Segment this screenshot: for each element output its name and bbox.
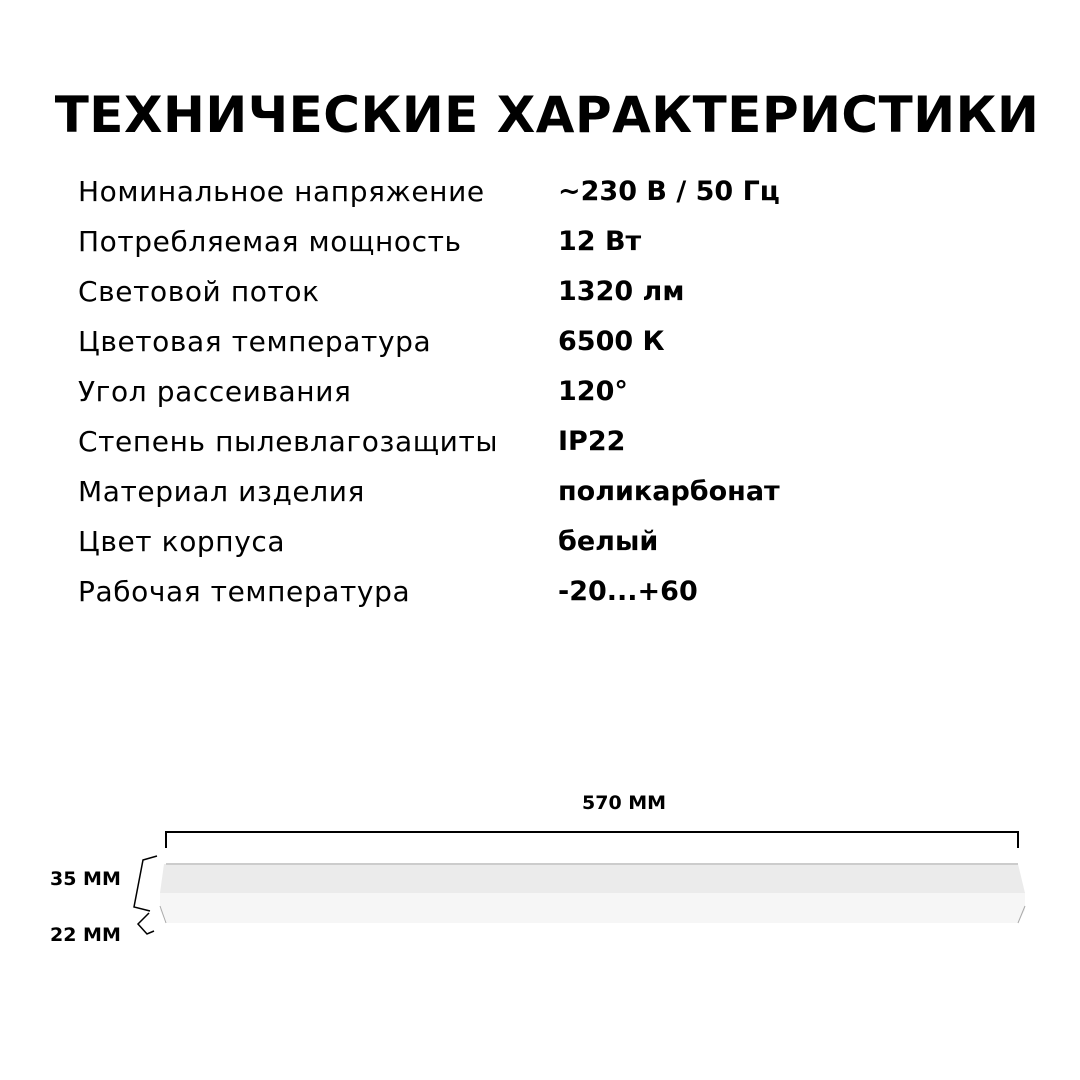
spec-value: 12 Вт (558, 225, 642, 257)
spec-value: поликарбонат (558, 475, 780, 507)
lamp-top-face (160, 864, 1025, 893)
spec-value: 120° (558, 375, 628, 407)
spec-value: 1320 лм (558, 275, 685, 307)
length-label: 570 MM (582, 792, 667, 814)
height-label: 35 MM (50, 868, 121, 890)
spec-label: Материал изделия (78, 474, 365, 508)
spec-label: Номинальное напряжение (78, 174, 485, 208)
height-bracket (134, 856, 157, 911)
spec-value: ~230 В / 50 Гц (558, 175, 780, 207)
depth-bracket (138, 913, 154, 934)
spec-value: -20...+60 (558, 575, 698, 607)
spec-label: Цвет корпуса (78, 524, 286, 558)
spec-value: IP22 (558, 425, 626, 457)
spec-label: Рабочая температура (78, 574, 411, 608)
spec-label: Угол рассеивания (78, 374, 352, 408)
spec-label: Потребляемая мощность (78, 224, 462, 258)
spec-label: Степень пылевлагозащиты (78, 424, 499, 458)
spec-label: Световой поток (78, 274, 320, 308)
spec-value: 6500 К (558, 325, 665, 357)
depth-label: 22 MM (50, 924, 121, 946)
spec-value: белый (558, 525, 659, 557)
length-bracket (166, 832, 1018, 848)
lamp-front-face (160, 893, 1025, 923)
page-title: ТЕХНИЧЕСКИЕ ХАРАКТЕРИСТИКИ (54, 86, 1040, 144)
spec-label: Цветовая температура (78, 324, 432, 358)
